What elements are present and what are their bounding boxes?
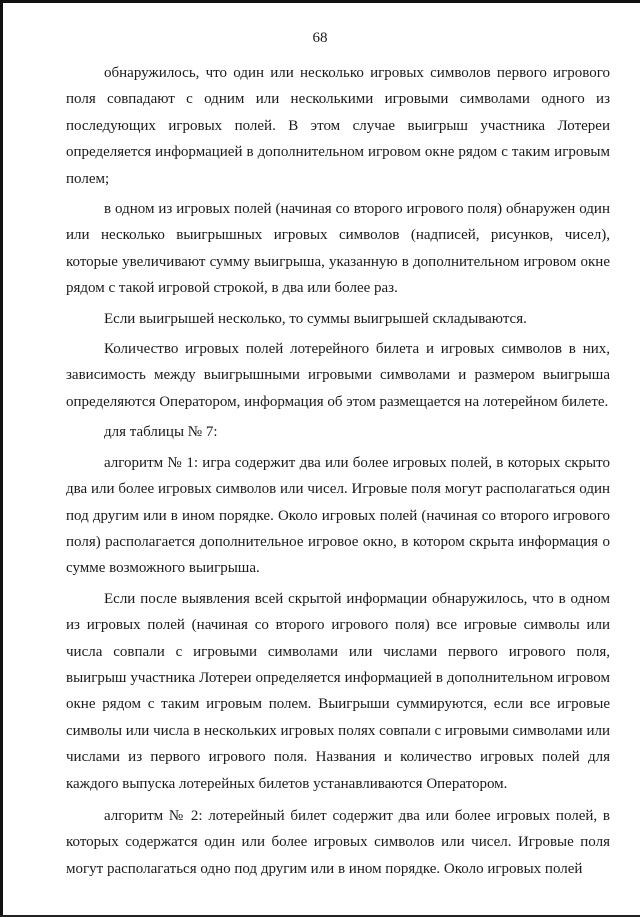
paragraph-2: в одном из игровых полей (начиная со второго игрового поля) обнаружен один или несколько выигрышных игровых символов (надписей, рисунков, чисел), которые увеличивают сумму выигрыша, указанную в дополнительном игровом окне рядом с такой игровой строкой, в два или более раз.	[66, 201, 610, 297]
paragraph-3: Если выигрышей несколько, то суммы выигрышей складываются.	[104, 310, 527, 327]
paragraph-4: Количество игровых полей лотерейного билета и игровых символов в них, зависимость между выигрышными игровыми символами и размером выигрыша определяются Оператором, информация об этом размещается на лотерейном билете.	[66, 341, 610, 410]
paragraph-algorithm-1: алгоритм № 1: игра содержит два или более игровых полей, в которых скрыто два или более игровых символов или чисел. Игровые поля могут располагаться один под другим или в ином порядке. Около игровых полей (начиная со второго игрового поля) располагается дополнительное игровое окно, в котором скрыта информация о сумме возможного выигрыша.	[66, 454, 610, 577]
paragraph-algorithm-2: алгоритм № 2: лотерейный билет содержит два или более игровых полей, в которых содержатся один или более игровых символов или чисел. Игровые поля могут располагаться одно под другим или в ином порядке. Около игровых полей	[66, 807, 610, 877]
document-body	[66, 60, 610, 886]
paragraph-6: Если после выявления всей скрытой информации обнаружилось, что в одном из игровых полей (начиная со второго игрового поля) все игровые символы или числа совпали с игровыми символами или числами первого игрового поля, выигрыш участника Лотереи определяется информацией в дополнительном игровом окне рядом с таким игровым полем. Выигрыши суммируются, если все игровые символы или числа в нескольких игровых полях совпали с игровыми символами или числами из первого игрового поля. Названия и количество игровых полей для каждого выпуска лотерейных билетов устанавливаются Оператором.	[66, 590, 610, 792]
scan-edge-top	[0, 0, 640, 3]
paragraph-1: обнаружилось, что один или несколько игровых символов первого игрового поля совпадают с одним или несколькими игровыми символами одного из последующих игровых полей. В этом случае выигрыш участника Лотереи определяется информацией в дополнительном игровом окне рядом с таким игровым полем;	[66, 65, 610, 187]
table-reference: для таблицы № 7:	[104, 424, 218, 441]
scan-edge-left	[0, 0, 3, 917]
page-number: 68	[312, 30, 328, 46]
